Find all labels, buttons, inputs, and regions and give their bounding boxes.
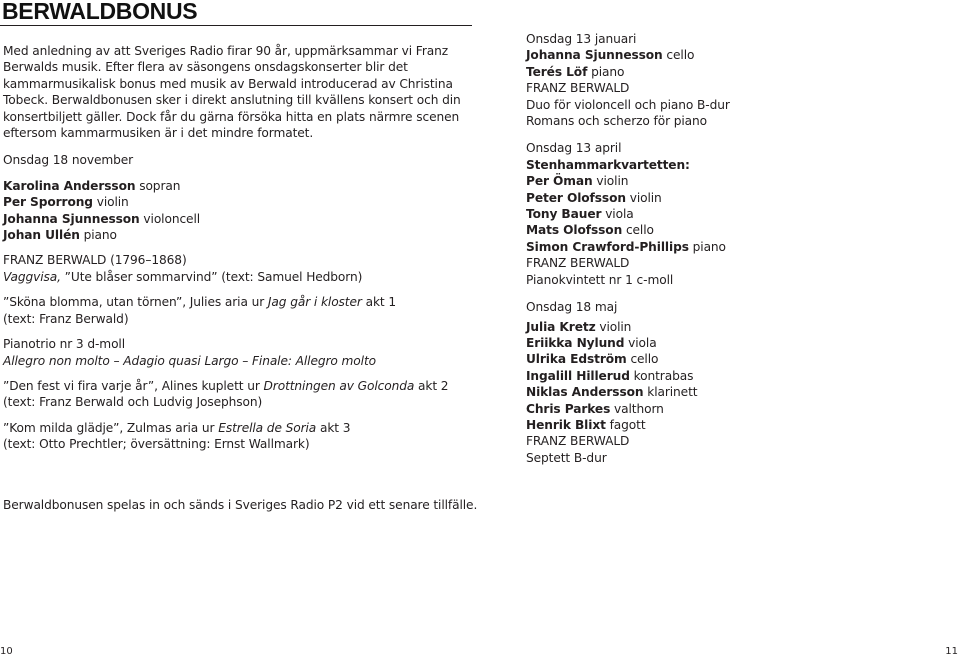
concert-date-nov: Onsdag 18 november (3, 153, 134, 168)
performer-role: violoncell (143, 211, 201, 226)
performer-role: cello (666, 48, 695, 63)
performer-name: Ulrika Edström (526, 352, 627, 367)
work-detail: ”Sköna blomma, utan törnen”, Julies aria ur (3, 295, 268, 310)
performer-name: Johan Ullén (3, 228, 80, 243)
movements-text: Allegro non molto – Adagio quasi Largo – Finale: Allegro molto (3, 353, 376, 368)
performer (526, 64, 946, 80)
performer (526, 351, 946, 367)
work-credit: (text: Franz Berwald och Ludvig Josephson) (3, 395, 263, 410)
performer-role: viola (605, 207, 634, 222)
work-credit: (text: Franz Berwald) (3, 311, 129, 326)
work-title: Jag går i kloster (267, 295, 362, 310)
performer-role: sopran (139, 178, 181, 193)
concert-date-apr: Onsdag 13 april (526, 141, 622, 156)
performer (526, 335, 946, 351)
footer-note: Berwaldbonusen spelas in och sänds i Sveriges Radio P2 vid ett senare tillfälle. (3, 498, 478, 512)
performer-role: cello (625, 223, 654, 238)
performer (526, 206, 946, 222)
performer (526, 417, 946, 433)
page-number-right: 11 (945, 646, 958, 657)
performer-name: Chris Parkes (526, 401, 611, 416)
concert-date-may: Onsdag 18 maj (526, 300, 618, 315)
right-column (526, 31, 946, 466)
performer-role: piano (591, 64, 625, 79)
performer (526, 384, 946, 400)
work-detail: ”Den fest vi fira varje år”, Alines kuplett ur (3, 378, 264, 393)
performer-name: Per Öman (526, 174, 593, 189)
performer (3, 227, 473, 243)
performer-role: piano (692, 239, 726, 254)
performer-name: Karolina Andersson (3, 178, 136, 193)
performer (3, 194, 473, 210)
work-detail: akt 1 (361, 295, 397, 310)
performer (3, 211, 473, 227)
work-item: Pianokvintett nr 1 c-moll (526, 272, 674, 287)
performer-role: klarinett (647, 385, 698, 400)
concert-date-jan: Onsdag 13 januari (526, 32, 637, 46)
performer-name: Tony Bauer (526, 207, 602, 222)
work-item: Romans och scherzo för piano (526, 114, 708, 129)
work-item: Septett B-dur (526, 450, 607, 465)
performer (526, 401, 946, 417)
performer-name: Peter Olofsson (526, 190, 626, 205)
performer-role: fagott (609, 417, 646, 432)
performer-name: Johanna Sjunnesson (526, 48, 663, 63)
left-column (3, 43, 473, 453)
performer-role: viola (628, 335, 657, 350)
page-number-left: 10 (0, 646, 13, 657)
performer (526, 239, 946, 255)
work-item: Pianotrio nr 3 d-moll (3, 337, 125, 352)
work-item (3, 378, 473, 394)
performer-role: cello (630, 352, 659, 367)
ensemble-label: Stenhammarkvartetten: (526, 157, 690, 172)
work-detail: akt 2 (414, 378, 449, 393)
title-rule (0, 25, 472, 26)
performer-role: violin (96, 195, 129, 210)
composer-heading: FRANZ BERWALD (526, 256, 630, 271)
performer (3, 178, 473, 194)
work-item (3, 294, 473, 310)
page-title: BERWALDBONUS (2, 0, 198, 24)
performer (526, 222, 946, 238)
performer-name: Henrik Blixt (526, 417, 606, 432)
performer (526, 190, 946, 206)
performer-role: kontrabas (633, 368, 694, 383)
performer-role: violin (629, 190, 662, 205)
performer-role: violin (599, 319, 632, 334)
performer (526, 47, 946, 63)
work-credit: (text: Otto Prechtler; översättning: Ernst Wallmark) (3, 437, 310, 452)
performer-name: Julia Kretz (526, 319, 596, 334)
composer-heading: FRANZ BERWALD (1796–1868) (3, 253, 187, 268)
performer (526, 173, 946, 189)
work-item (3, 269, 473, 285)
performer-role: violin (596, 174, 629, 189)
performer-name: Mats Olofsson (526, 223, 623, 238)
performer-name: Johanna Sjunnesson (3, 211, 140, 226)
work-title: Vaggvisa, (3, 269, 61, 284)
performer-name: Per Sporrong (3, 195, 93, 210)
performer-name: Eriikka Nylund (526, 335, 625, 350)
work-detail: ”Ute blåser sommarvind” (text: Samuel Hedborn) (60, 269, 363, 284)
ensemble-name (526, 157, 946, 173)
work-title: Estrella de Soria (218, 420, 317, 435)
work-detail: akt 3 (316, 420, 351, 435)
performer-role: valthorn (614, 401, 664, 416)
performer-name: Ingalill Hillerud (526, 368, 630, 383)
performer-name: Niklas Andersson (526, 385, 644, 400)
work-item: Duo för violoncell och piano B-dur (526, 97, 730, 112)
intro-paragraph: Med anledning av att Sveriges Radio firar 90 år, uppmärksammar vi Franz Berwalds musik. Efter flera av säsongens onsdagskonserter blir det kammarmusikalisk bonus med musik av Berwald introducerad av Christina Tobeck. Berwaldbonusen sker i direkt anslutning till kvällens konsert och din konsertbiljett gäller. Dock får du gärna försöka hitta en plats närmre scenen eftersom kammarmusiken är i det mindre formatet. (3, 44, 461, 141)
work-detail: ”Kom milda glädje”, Zulmas aria ur (3, 420, 219, 435)
performer (526, 368, 946, 384)
performer-name: Terés Löf (526, 64, 588, 79)
work-item (3, 420, 473, 436)
composer-heading: FRANZ BERWALD (526, 434, 630, 449)
work-movements (3, 353, 473, 369)
performer-name: Simon Crawford-Phillips (526, 239, 689, 254)
performer-role: piano (83, 228, 117, 243)
work-title: Drottningen av Golconda (263, 378, 415, 393)
composer-heading: FRANZ BERWALD (526, 81, 630, 96)
performer (526, 319, 946, 335)
